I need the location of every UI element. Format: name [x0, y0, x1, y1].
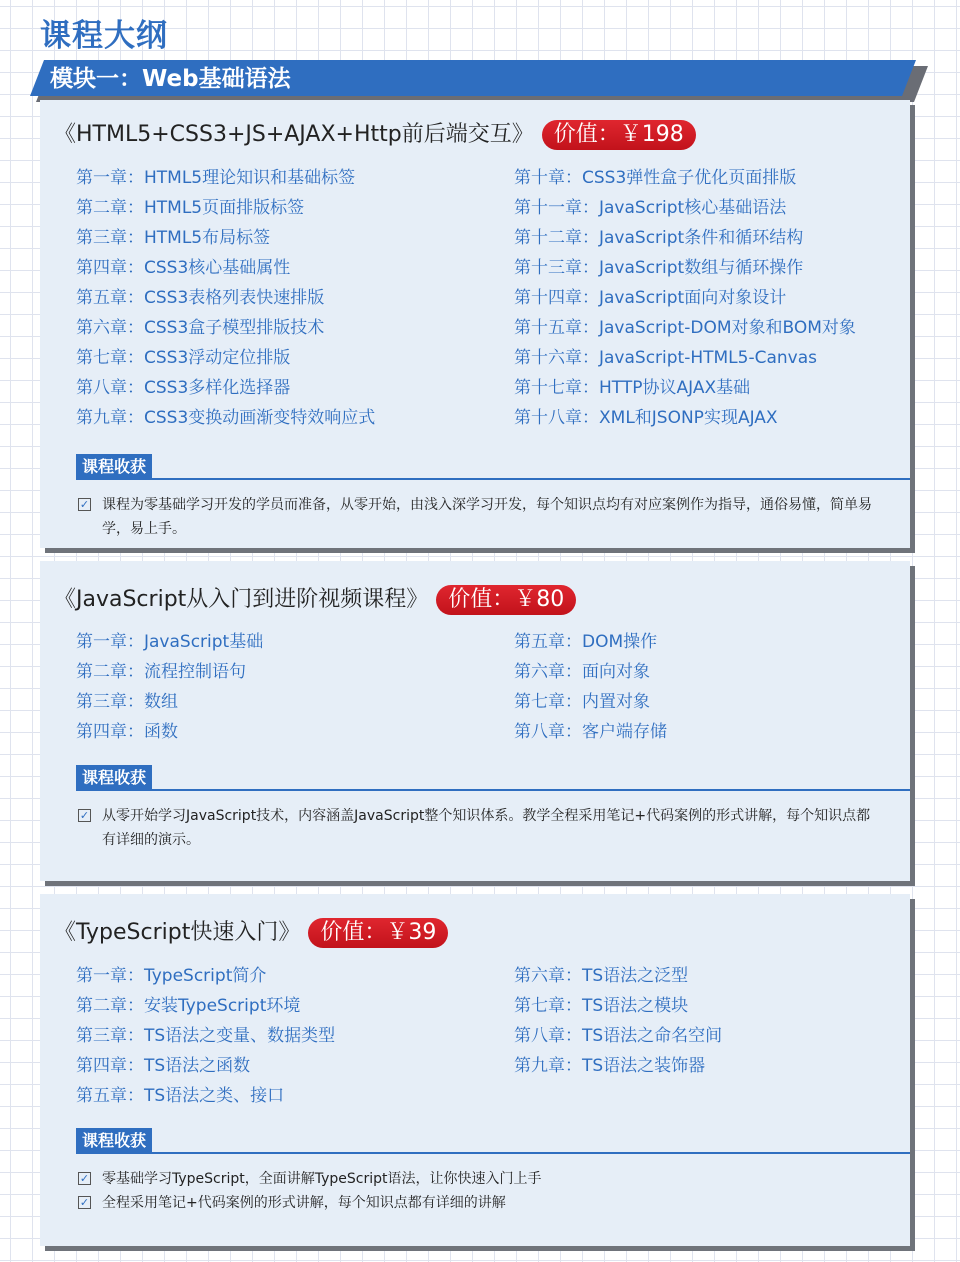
chapter-item[interactable]: 第八章：客户端存储 [514, 722, 667, 742]
page-title: 课程大纲 [40, 18, 168, 54]
chapter-item[interactable]: 第八章：CSS3多样化选择器 [76, 378, 291, 398]
gain-list [78, 493, 878, 541]
chapter-list [76, 961, 896, 1111]
gain-label: 课程收获 [76, 765, 152, 791]
gain-divider [76, 789, 910, 791]
chapter-item[interactable]: 第十六章：JavaScript-HTML5-Canvas [514, 348, 818, 368]
gain-item [78, 1167, 878, 1191]
chapter-item[interactable]: 第五章：DOM操作 [514, 632, 658, 652]
chapter-item[interactable]: 第四章：TS语法之函数 [76, 1056, 251, 1076]
gain-item [78, 493, 878, 541]
checkbox-icon: ✓ [79, 1172, 90, 1185]
chapter-item[interactable]: 第七章：CSS3浮动定位排版 [76, 348, 291, 368]
chapter-item[interactable]: 第十四章：JavaScript面向对象设计 [514, 288, 787, 308]
gain-text: 全程采用笔记+代码案例的形式讲解，每个知识点都有详细的讲解 [102, 1195, 506, 1211]
chapter-item[interactable]: 第十二章：JavaScript条件和循环结构 [514, 228, 804, 248]
chapter-item[interactable]: 第六章：TS语法之泛型 [514, 966, 689, 986]
gain-text: 从零开始学习JavaScript技术，内容涵盖JavaScript整个知识体系。教学全程采用笔记+代码案例的形式讲解，每个知识点都有详细的演示。 [102, 808, 871, 848]
gain-list [78, 804, 878, 852]
chapter-item[interactable]: 第十章：CSS3弹性盒子优化页面排版 [514, 168, 797, 188]
chapter-item[interactable]: 第三章：数组 [76, 692, 178, 712]
chapter-list [76, 627, 896, 747]
chapter-item[interactable]: 第九章：TS语法之装饰器 [514, 1056, 706, 1076]
course-title-text: 《JavaScript从入门到进阶视频课程》 [54, 587, 429, 612]
chapter-item[interactable]: 第七章：TS语法之模块 [514, 996, 689, 1016]
checkbox-icon: ✓ [79, 498, 90, 511]
chapter-item[interactable]: 第十七章：HTTP协议AJAX基础 [514, 378, 751, 398]
chapter-item[interactable]: 第十八章：XML和JSONP实现AJAX [514, 408, 778, 428]
chapter-item[interactable]: 第四章：函数 [76, 722, 178, 742]
gain-text: 零基础学习TypeScript，全面讲解TypeScript语法，让你快速入门上手 [102, 1171, 542, 1187]
chapter-item[interactable]: 第十一章：JavaScript核心基础语法 [514, 198, 787, 218]
chapter-item[interactable]: 第六章：CSS3盒子模型排版技术 [76, 318, 325, 338]
chapter-item[interactable]: 第十三章：JavaScript数组与循环操作 [514, 258, 804, 278]
checkbox-icon: ✓ [79, 1196, 90, 1209]
chapter-item[interactable]: 第六章：面向对象 [514, 662, 650, 682]
gain-item [78, 1191, 878, 1215]
chapter-item[interactable]: 第七章：内置对象 [514, 692, 650, 712]
chapter-item[interactable]: 第五章：CSS3表格列表快速排版 [76, 288, 325, 308]
chapter-item[interactable]: 第三章：HTML5布局标签 [76, 228, 271, 248]
course-card-3 [40, 894, 910, 1246]
chapter-item[interactable]: 第八章：TS语法之命名空间 [514, 1026, 723, 1046]
chapter-item[interactable]: 第二章：安装TypeScript环境 [76, 996, 301, 1016]
chapter-item[interactable]: 第四章：CSS3核心基础属性 [76, 258, 291, 278]
gain-divider [76, 478, 910, 480]
chapter-item[interactable]: 第二章：流程控制语句 [76, 662, 246, 682]
course-title [54, 585, 576, 615]
chapter-item[interactable]: 第一章：TypeScript简介 [76, 966, 267, 986]
module-title: 模块一：Web基础语法 [50, 66, 291, 92]
gain-text: 课程为零基础学习开发的学员而准备，从零开始，由浅入深学习开发，每个知识点均有对应案例作为指导，通俗易懂，简单易学，易上手。 [102, 497, 872, 537]
chapter-item[interactable]: 第三章：TS语法之变量、数据类型 [76, 1026, 336, 1046]
course-title-text: 《HTML5+CSS3+JS+AJAX+Http前后端交互》 [54, 122, 534, 147]
gain-label: 课程收获 [76, 1128, 152, 1154]
course-title [54, 120, 696, 150]
price-badge: 价值：￥80 [436, 585, 576, 615]
gain-label: 课程收获 [76, 454, 152, 480]
course-card-1 [40, 100, 910, 548]
chapter-item[interactable]: 第一章：HTML5理论知识和基础标签 [76, 168, 356, 188]
chapter-item[interactable]: 第十五章：JavaScript-DOM对象和BOM对象 [514, 318, 856, 338]
chapter-item[interactable]: 第五章：TS语法之类、接口 [76, 1086, 285, 1106]
price-badge: 价值：￥39 [308, 918, 448, 948]
gain-item [78, 804, 878, 852]
course-card-2 [40, 561, 910, 881]
chapter-item[interactable]: 第九章：CSS3变换动画渐变特效响应式 [76, 408, 376, 428]
price-badge: 价值：￥198 [542, 120, 696, 150]
gain-list [78, 1167, 878, 1215]
chapter-list [76, 163, 896, 433]
course-title [54, 918, 448, 948]
chapter-item[interactable]: 第二章：HTML5页面排版标签 [76, 198, 305, 218]
gain-divider [76, 1152, 910, 1154]
course-title-text: 《TypeScript快速入门》 [54, 920, 301, 945]
checkbox-icon: ✓ [79, 809, 90, 822]
chapter-item[interactable]: 第一章：JavaScript基础 [76, 632, 264, 652]
